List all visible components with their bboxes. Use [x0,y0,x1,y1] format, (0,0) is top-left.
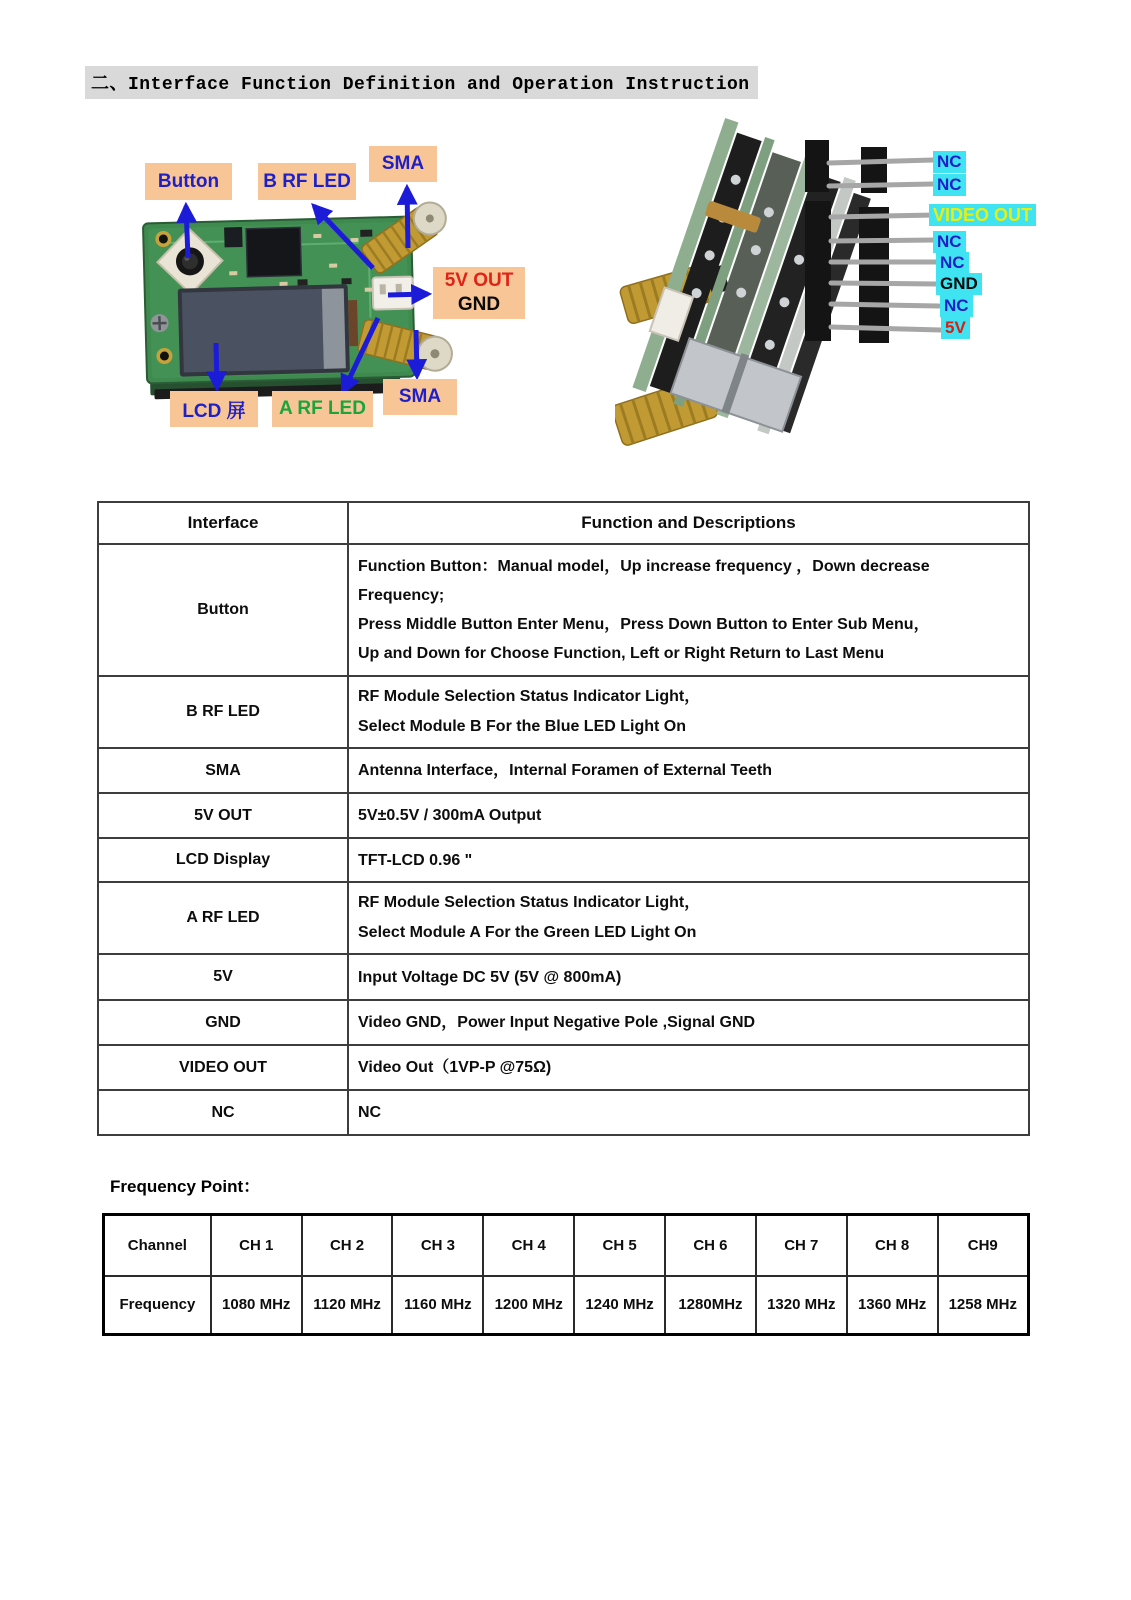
power-out-label [433,267,525,319]
pin-label-nc-1: NC [933,151,966,173]
channel-cell: CH 1 [211,1215,302,1276]
table-row-gnd [98,1000,1029,1045]
channel-cell: CH 3 [392,1215,483,1276]
description-line: 5V±0.5V / 300mA Output [358,807,542,824]
page-title: 二、Interface Function Definition and Operation Instruction [85,66,758,99]
frequency-cell: 1120 MHz [302,1276,393,1335]
cell-interface: NC [98,1090,348,1135]
cell-interface: Button [98,544,348,676]
pin-label-gnd: GND [936,273,982,295]
pin-label-nc-5: NC [940,295,973,317]
frequency-cell: 1200 MHz [483,1276,574,1335]
cell-description [348,793,1029,838]
description-line: TFT-LCD 0.96 " [358,851,473,869]
cell-description [348,1090,1029,1135]
frequency-table [102,1213,1030,1336]
cell-description [348,1045,1029,1090]
cell-description [348,1000,1029,1045]
lcd-screen-label: LCD 屏 [170,391,258,427]
cell-interface: A RF LED [98,882,348,954]
table-row-nc [98,1090,1029,1135]
table-row-sma [98,748,1029,793]
frequency-cell: 1240 MHz [574,1276,665,1335]
description-line: Input Voltage DC 5V (5V @ 800mA) [358,968,622,986]
cell-description [348,544,1029,676]
cell-interface: 5V [98,954,348,1000]
channel-cell: CH 7 [756,1215,847,1276]
frequency-table-channel-row [104,1215,1029,1276]
channel-cell: CH9 [938,1215,1029,1276]
cell-description [348,954,1029,1000]
main-ic-chip [246,227,301,276]
cell-description [348,748,1029,793]
cell-interface: 5V OUT [98,793,348,838]
description-line: Video GND，Power Input Negative Pole ,Signal GND [358,1014,756,1031]
pin-label-nc-2: NC [933,174,966,196]
channel-cell: CH 8 [847,1215,938,1276]
pin-label-nc-4: NC [936,252,969,274]
5v-out-label: 5V OUT [444,270,514,291]
button-label: Button [145,163,232,200]
gnd-label: GND [457,294,501,315]
channel-cell: CH 2 [302,1215,393,1276]
table-row-5v-out [98,793,1029,838]
cell-interface: GND [98,1000,348,1045]
pin-label-nc-3: NC [933,231,966,253]
table-row-a-rf-led [98,882,1029,954]
cell-description [348,838,1029,882]
interface-function-table [97,501,1030,1136]
description-line: Select Module B For the Blue LED Light On [358,718,687,735]
b-rf-led-label: B RF LED [258,163,356,200]
table-row-b-rf-led [98,676,1029,748]
description-line: Antenna Interface，Internal Foramen of External Teeth [358,762,773,779]
channel-header-cell: Channel [104,1215,211,1276]
cell-description [348,676,1029,748]
channel-cell: CH 5 [574,1215,665,1276]
header-interface: Interface [98,502,348,544]
table-row-video-out [98,1045,1029,1090]
table-row-lcd-display [98,838,1029,882]
pin-label-5v: 5V [941,317,970,339]
description-line: RF Module Selection Status Indicator Light， [358,688,701,705]
frequency-cell: 1258 MHz [938,1276,1029,1335]
lcd-display [178,284,359,377]
frequency-cell: 1280MHz [665,1276,756,1335]
sma-top-label: SMA [369,146,437,182]
description-line: Frequency; [358,587,445,604]
pin-headers [805,140,941,343]
frequency-table-frequency-row [104,1276,1029,1335]
table-row-button [98,544,1029,676]
description-line: Press Middle Button Enter Menu，Press Down Button to Enter Sub Menu， [358,616,930,633]
a-rf-led-label: A RF LED [272,391,373,427]
description-line: Function Button：Manual model，Up increase frequency ，Down decrease [358,558,930,575]
table-header-row [98,502,1029,544]
channel-cell: CH 6 [665,1215,756,1276]
cell-interface: VIDEO OUT [98,1045,348,1090]
description-line: Select Module A For the Green LED Light On [358,924,697,941]
frequency-cell: 1160 MHz [392,1276,483,1335]
cell-interface: B RF LED [98,676,348,748]
channel-cell: CH 4 [483,1215,574,1276]
table-row-5v [98,954,1029,1000]
description-line: RF Module Selection Status Indicator Light， [358,894,701,911]
frequency-header-cell: Frequency [104,1276,211,1335]
frequency-point-heading: Frequency Point： [110,1177,261,1196]
sma-bottom-label: SMA [383,379,457,415]
frequency-cell: 1360 MHz [847,1276,938,1335]
cell-description [348,882,1029,954]
pin-label-video-out: VIDEO OUT [929,204,1036,226]
description-line: Video Out（1VP-P @75Ω) [358,1059,552,1076]
cell-interface: LCD Display [98,838,348,882]
frequency-cell: 1320 MHz [756,1276,847,1335]
cell-interface: SMA [98,748,348,793]
frequency-cell: 1080 MHz [211,1276,302,1335]
description-line: NC [358,1104,382,1121]
description-line: Up and Down for Choose Function, Left or Right Return to Last Menu [358,645,885,662]
header-function: Function and Descriptions [348,502,1029,544]
